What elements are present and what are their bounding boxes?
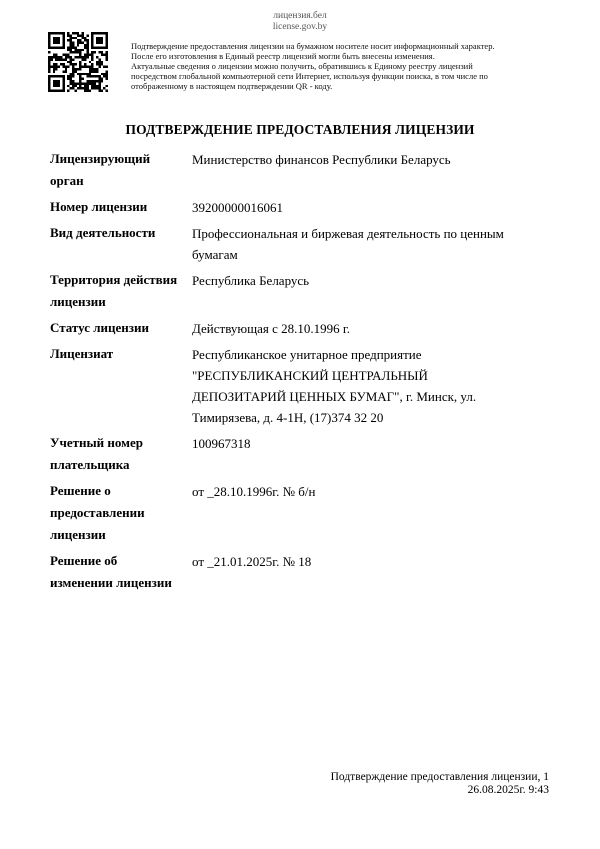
- detail-row: [50, 343, 560, 428]
- detail-label-line: Номер лицензии: [50, 199, 148, 214]
- detail-value-line: Республика Беларусь: [192, 273, 310, 288]
- detail-value: [192, 432, 560, 476]
- notice-line: После его изготовления в Единый реестр лицензий могли быть внесены изменения.: [131, 51, 435, 61]
- detail-label: [50, 343, 192, 428]
- detail-value-line: 39200000016061: [192, 200, 283, 215]
- detail-label-line: Решение об: [50, 553, 118, 568]
- detail-label-line: Учетный номер: [50, 435, 144, 450]
- detail-value-line: Министерство финансов Республики Беларусь: [192, 152, 451, 167]
- license-details: [50, 148, 560, 598]
- notice-line: посредством глобальной компьютерной сети Интернет, используя функции поиска, в том числе по: [131, 71, 488, 81]
- detail-row: [50, 317, 560, 339]
- detail-label: [50, 550, 192, 594]
- detail-label-line: Решение о: [50, 483, 111, 498]
- detail-label-line: лицензии: [50, 527, 106, 542]
- detail-row: [50, 480, 560, 546]
- detail-value: [192, 343, 560, 428]
- detail-label-line: Территория действия: [50, 272, 178, 287]
- site-domain-by: лицензия.бел: [273, 11, 327, 21]
- detail-value-line: бумагам: [192, 247, 238, 262]
- notice-line: Актуальные сведения о лицензии можно получить, обратившись к Единому реестру лицензий: [131, 61, 473, 71]
- notice-line: отображенному в настоящем подтверждении QR - коду.: [131, 81, 333, 91]
- detail-row: [50, 269, 560, 313]
- detail-value: [192, 269, 560, 313]
- detail-value-line: от _28.10.1996г. № б/н: [192, 484, 316, 499]
- detail-value-line: Действующая с 28.10.1996 г.: [192, 321, 351, 336]
- disclaimer-notice: [131, 41, 571, 91]
- detail-value: [192, 148, 560, 192]
- detail-label-line: орган: [50, 173, 84, 188]
- detail-value-line: 100967318: [192, 436, 251, 451]
- footer-caption: Подтверждение предоставления лицензии, 1: [330, 771, 549, 783]
- detail-value: [192, 480, 560, 546]
- detail-label-line: лицензии: [50, 294, 106, 309]
- detail-value-line: ДЕПОЗИТАРИЙ ЦЕННЫХ БУМАГ", г. Минск, ул.: [192, 389, 477, 404]
- footer-timestamp: 26.08.2025г. 9:43: [467, 784, 549, 796]
- detail-value: [192, 222, 560, 265]
- detail-value-line: Тимирязева, д. 4-1Н, (17)374 32 20: [192, 410, 384, 425]
- detail-label: [50, 148, 192, 192]
- detail-label-line: Статус лицензии: [50, 320, 149, 335]
- detail-label: [50, 222, 192, 265]
- detail-value-line: Профессиональная и биржевая деятельность по ценным: [192, 226, 504, 241]
- detail-label-line: Лицензирующий: [50, 151, 151, 166]
- detail-label-line: плательщика: [50, 457, 130, 472]
- detail-label-line: Лицензиат: [50, 346, 114, 361]
- detail-label: [50, 432, 192, 476]
- detail-value: [192, 317, 560, 339]
- site-domain-gov: license.gov.by: [272, 22, 328, 32]
- page-footer: [331, 771, 549, 797]
- detail-label: [50, 317, 192, 339]
- detail-value-line: Республиканское унитарное предприятие: [192, 347, 422, 362]
- detail-label: [50, 480, 192, 546]
- detail-label-line: изменении лицензии: [50, 575, 172, 590]
- document-title: ПОДТВЕРЖДЕНИЕ ПРЕДОСТАВЛЕНИЯ ЛИЦЕНЗИИ: [125, 122, 475, 137]
- detail-row: [50, 148, 560, 192]
- detail-label-line: Вид деятельности: [50, 225, 156, 240]
- qr-code-icon: [48, 32, 108, 92]
- detail-value: [192, 196, 560, 218]
- detail-row: [50, 222, 560, 265]
- detail-value: [192, 550, 560, 594]
- detail-row: [50, 432, 560, 476]
- detail-row: [50, 196, 560, 218]
- detail-row: [50, 550, 560, 594]
- site-address: [0, 11, 600, 33]
- notice-line: Подтверждение предоставления лицензии на бумажном носителе носит информационный характер.: [131, 41, 495, 51]
- detail-value-line: "РЕСПУБЛИКАНСКИЙ ЦЕНТРАЛЬНЫЙ: [192, 368, 428, 383]
- detail-value-line: от _21.01.2025г. № 18: [192, 554, 312, 569]
- detail-label: [50, 196, 192, 218]
- detail-label: [50, 269, 192, 313]
- detail-label-line: предоставлении: [50, 505, 145, 520]
